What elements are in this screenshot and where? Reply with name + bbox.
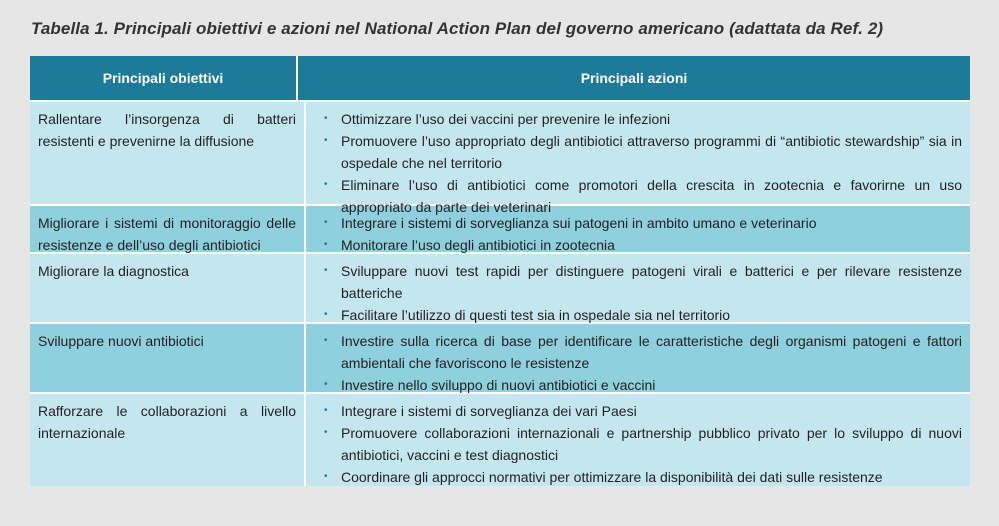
bullet-dot-icon: • (324, 113, 328, 124)
table-header (30, 56, 970, 100)
list-item: • Integrare i sistemi di sorveglianza dei vari Paesi (314, 400, 962, 422)
bullet-dot-icon: • (324, 135, 328, 146)
bullet-dot-icon: • (324, 335, 328, 346)
list-item: • Coordinare gli approcci normativi per ottimizzare la disponibilità dei dati sulle resistenze (314, 466, 962, 488)
table-row (30, 100, 970, 215)
bullet-dot-icon: • (324, 239, 328, 250)
bullet-dot-icon: • (324, 265, 328, 276)
list-item: • Facilitare l’utilizzo di questi test sia in ospedale sia nel territorio (314, 304, 962, 326)
actions-cell (306, 394, 970, 486)
bullet-dot-icon: • (324, 379, 328, 390)
list-item: • Promuovere collaborazioni internazionali e partnership pubblico privato per lo sviluppo di nuovi antibiotici, vaccini e test diagnostici (314, 422, 962, 466)
bullet-dot-icon: • (324, 427, 328, 438)
list-item: • Promuovere l’uso appropriato degli antibiotici attraverso programmi di “antibiotic stewardship” sia in ospedale che nel territorio (314, 130, 962, 174)
header-actions: Principali azioni (580, 70, 688, 86)
actions-cell (306, 102, 970, 215)
header-objectives: Principali obiettivi (30, 56, 298, 100)
objective-cell: Sviluppare nuovi antibiotici (30, 324, 306, 392)
objective-cell: Migliorare i sistemi di monitoraggio delle resistenze e dell’uso degli antibiotici (30, 206, 306, 252)
table-row (30, 322, 970, 392)
bullet-dot-icon: • (324, 309, 328, 320)
table-row (30, 252, 970, 322)
objective-cell: Rallentare l’insorgenza di batteri resistenti e prevenirne la diffusione (30, 102, 306, 204)
objective-cell: Rafforzare le collaborazioni a livello internazionale (30, 394, 306, 486)
table-title: Tabella 1. Principali obiettivi e azioni nel National Action Plan del governo americano (adattata da Ref. 2) (31, 19, 884, 38)
list-item: • Investire sulla ricerca di base per identificare le caratteristiche degli organismi patogeni e fattori ambientali che favoriscono le resistenze (314, 330, 962, 374)
bullet-dot-icon: • (324, 405, 328, 416)
actions-cell (306, 324, 970, 392)
actions-cell (306, 254, 970, 322)
list-item: • Monitorare l’uso degli antibiotici in zootecnia (314, 234, 962, 256)
list-item: • Sviluppare nuovi test rapidi per distinguere patogeni virali e batterici e per rilevare resistenze batteriche (314, 260, 962, 304)
actions-table (30, 56, 970, 486)
table-row (30, 392, 970, 486)
table-row (30, 204, 970, 252)
bullet-dot-icon: • (324, 471, 328, 482)
list-item: • Investire nello sviluppo di nuovi antibiotici e vaccini (314, 374, 962, 396)
list-item: • Eliminare l’uso di antibiotici come promotori della crescita in zootecnia e favorirne un uso appropriato da parte dei veterinari (314, 174, 962, 218)
actions-cell (306, 206, 970, 252)
list-item: • Integrare i sistemi di sorveglianza sui patogeni in ambito umano e veterinario (314, 212, 962, 234)
list-item: • Ottimizzare l’uso dei vaccini per prevenire le infezioni (314, 108, 962, 130)
objective-cell: Migliorare la diagnostica (30, 254, 306, 322)
bullet-dot-icon: • (324, 179, 328, 190)
bullet-dot-icon: • (324, 217, 328, 228)
